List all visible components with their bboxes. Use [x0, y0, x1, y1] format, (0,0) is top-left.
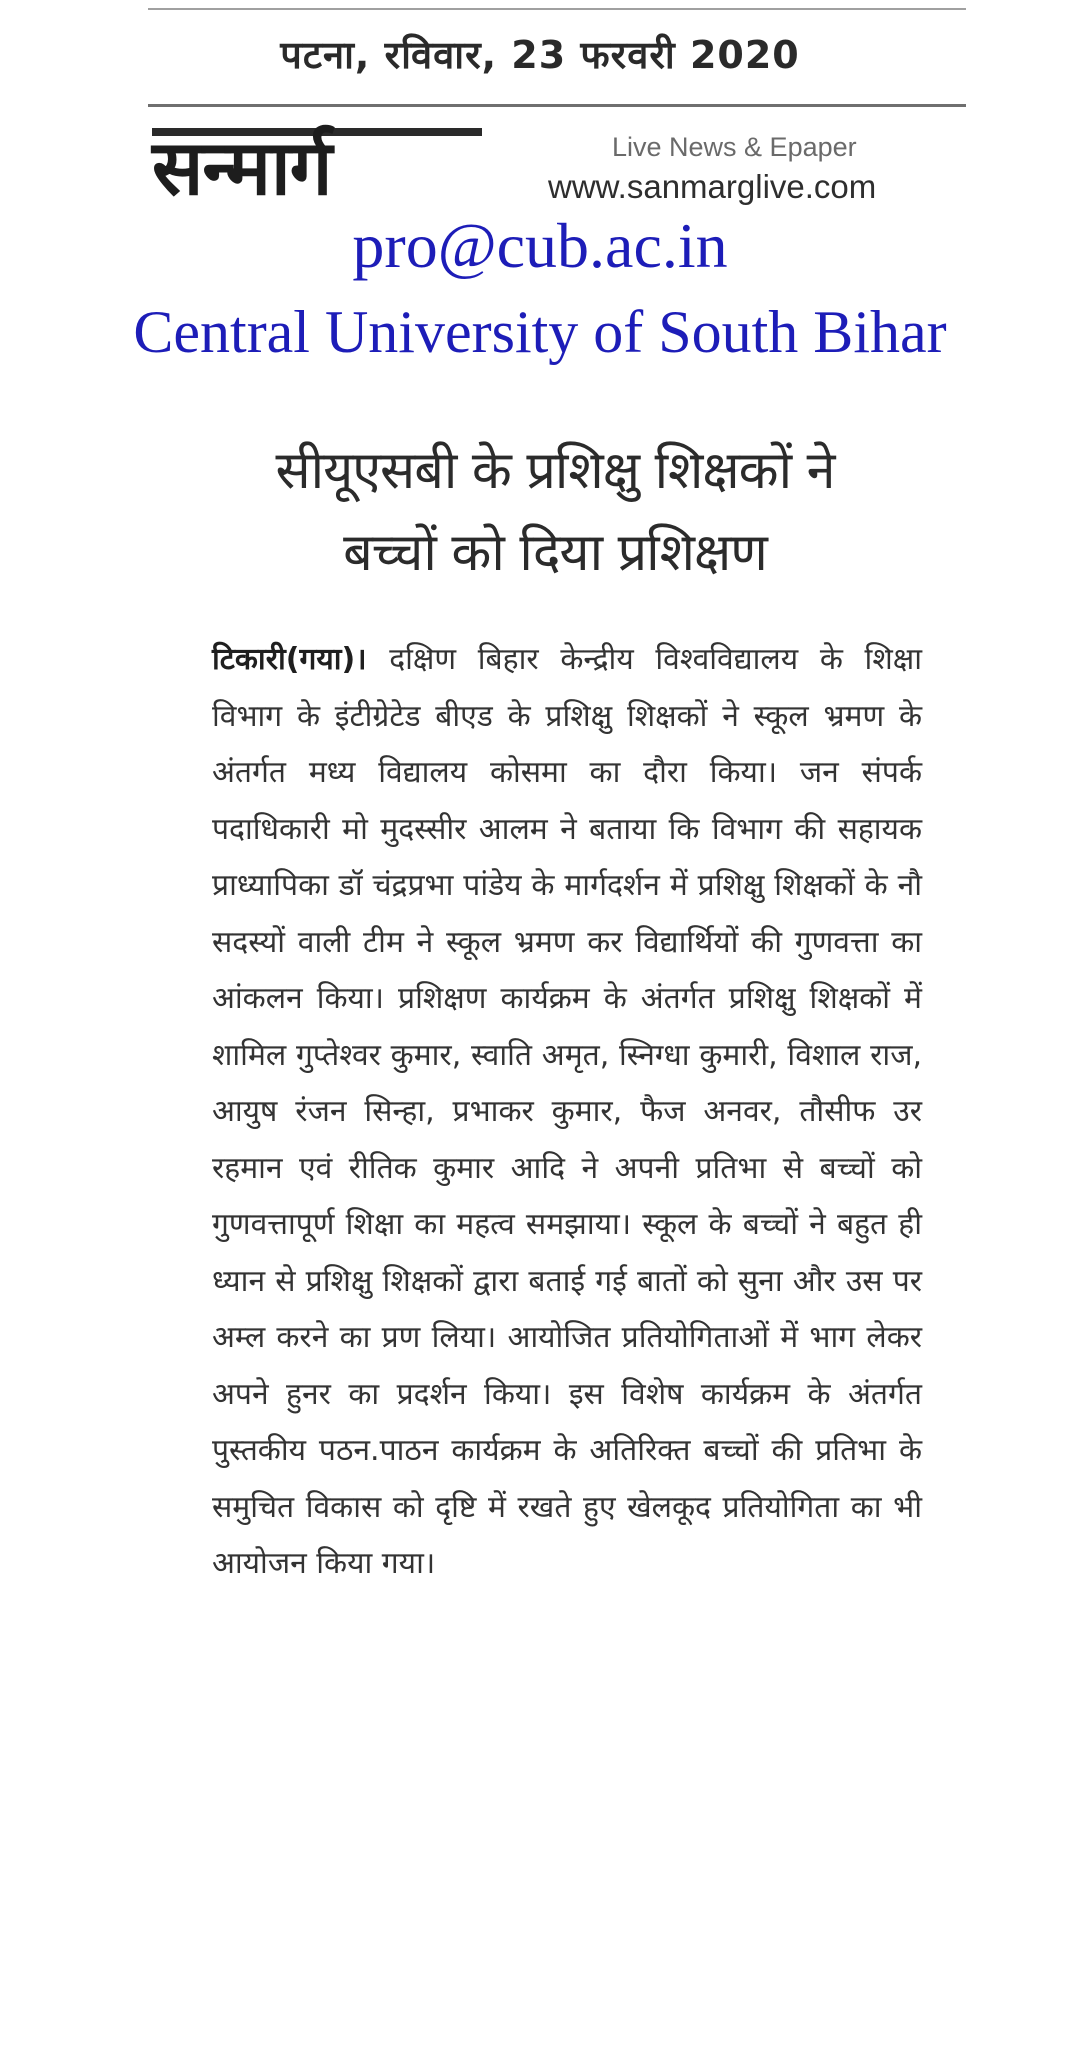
masthead-logo: सन्मार्ग	[152, 123, 332, 212]
headline-line-1: सीयूएसबी के प्रशिक्षु शिक्षकों ने	[275, 441, 835, 501]
newspaper-website: www.sanmarglive.com	[548, 168, 877, 205]
newspaper-date-line: पटना, रविवार, 23 फरवरी 2020	[280, 33, 800, 77]
header-rule	[148, 104, 966, 107]
top-rule	[148, 8, 966, 10]
article-headline	[210, 430, 900, 594]
contact-email: pro@cub.ac.in	[352, 210, 728, 281]
article-body	[212, 632, 922, 1593]
organization-name: Central University of South Bihar	[133, 299, 947, 365]
article-dateline: टिकारी(गया)।	[212, 642, 390, 677]
article-text: दक्षिण बिहार केन्द्रीय विश्वविद्यालय के शिक्षा विभाग के इंटीग्रेटेड बीएड के प्रशिक्षु शिक्षकों ने स्कूल भ्रमण के अंतर्गत मध्य विद्यालय कोसमा का दौरा किया। जन संपर्क पदाधिकारी मो मुदस्सीर आलम ने बताया कि विभाग की सहायक प्राध्यापिका डॉ चंद्रप्रभा पांडेय के मार्गदर्शन में प्रशिक्षु शिक्षकों के नौ सदस्यों वाली टीम ने स्कूल भ्रमण कर विद्यार्थियों की गुणवत्ता का आंकलन किया। प्रशिक्षण कार्यक्रम के अंतर्गत प्रशिक्षु शिक्षकों में शामिल गुप्तेश्वर कुमार, स्वाति अमृत, स्निग्धा कुमारी, विशाल राज, आयुष रंजन सिन्हा, प्रभाकर कुमार, फैज अनवर, तौसीफ उर रहमान एवं रीतिक कुमार आदि ने अपनी प्रतिभा से बच्चों को गुणवत्तापूर्ण शिक्षा का महत्व समझाया। स्कूल के बच्चों ने बहुत ही ध्यान से प्रशिक्षु शिक्षकों द्वारा बताई गई बातों को सुना और उस पर अम्ल करने का प्रण लिया। आयोजित प्रतियोगिताओं में भाग लेकर अपने हुनर का प्रदर्शन किया। इस विशेष कार्यक्रम के अंतर्गत पुस्तकीय पठन.पाठन कार्यक्रम के अतिरिक्त बच्चों की प्रतिभा के समुचित विकास को दृष्टि में रखते हुए खेलकूद प्रतियोगिता का भी आयोजन किया गया।	[212, 642, 922, 1581]
newspaper-masthead	[152, 118, 512, 218]
newspaper-tagline: Live News & Epaper	[612, 132, 857, 162]
headline-line-2: बच्चों को दिया प्रशिक्षण	[343, 523, 767, 583]
